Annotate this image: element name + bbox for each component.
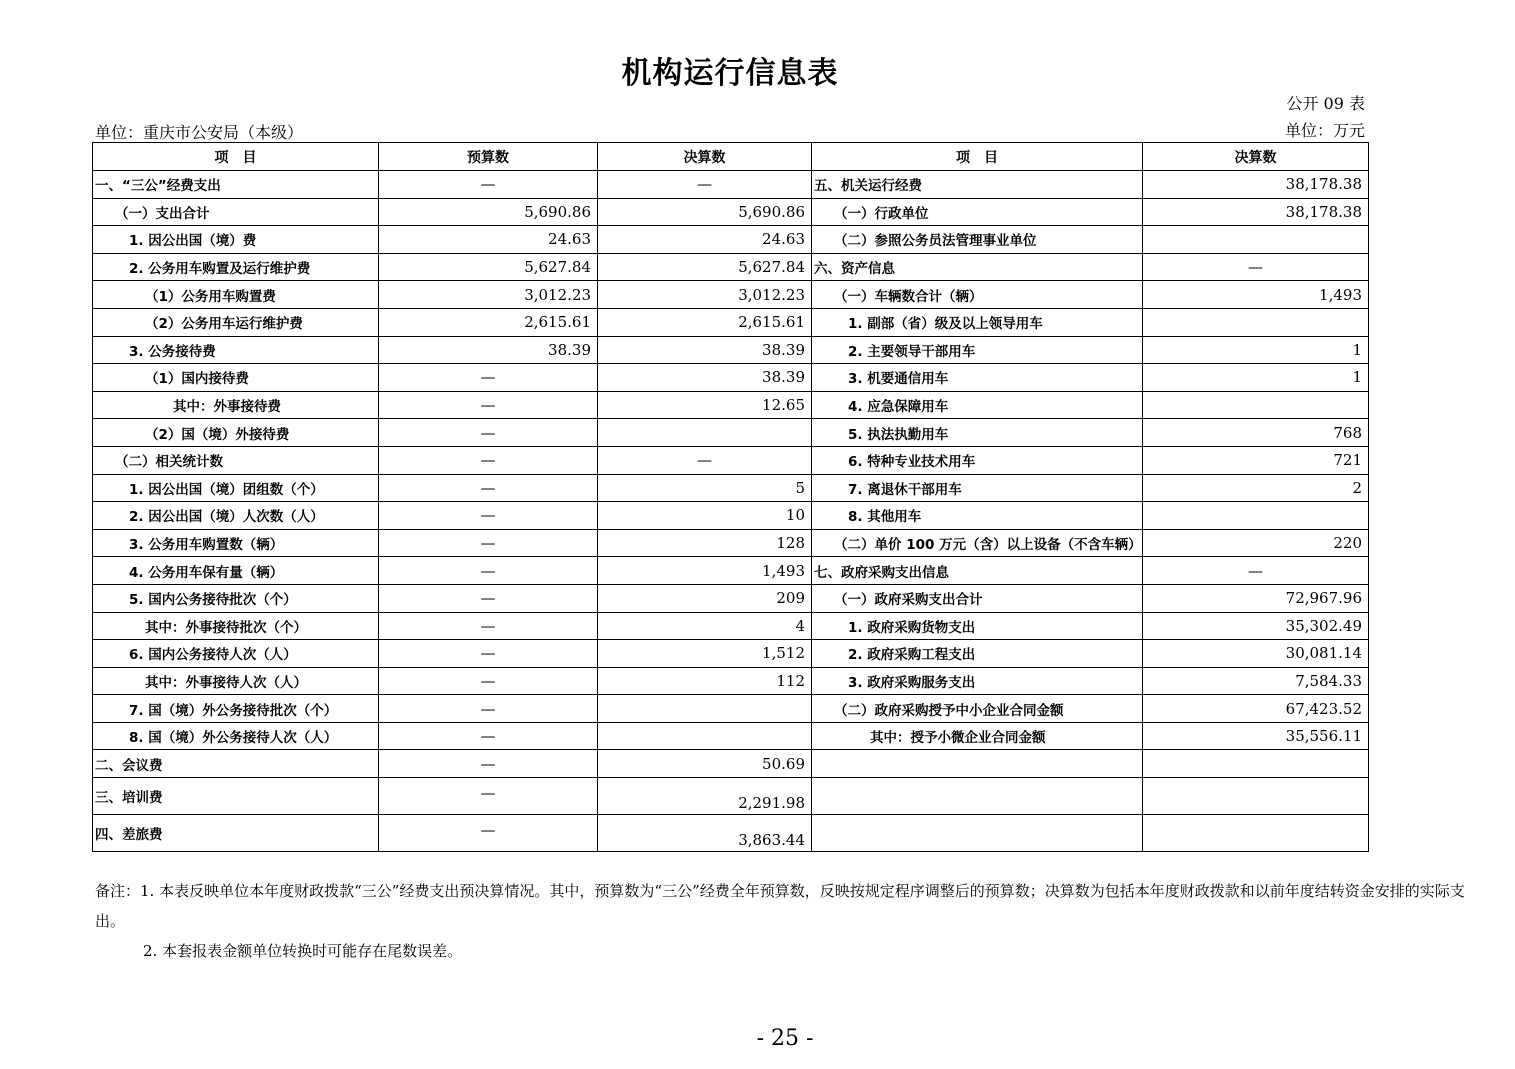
page-number: - 25 - bbox=[756, 1026, 814, 1051]
row-final bbox=[598, 419, 812, 447]
row-final: 5,627.84 bbox=[598, 253, 812, 281]
row-item: 8. 国（境）外公务接待人次（人） bbox=[93, 722, 379, 750]
row-budget: — bbox=[379, 171, 598, 199]
row-final-right: 30,081.14 bbox=[1143, 640, 1369, 668]
row-final-right bbox=[1143, 308, 1369, 336]
row-budget: 3,012.23 bbox=[379, 281, 598, 309]
row-item: 6. 国内公务接待人次（人） bbox=[93, 640, 379, 668]
row-budget: — bbox=[379, 667, 598, 695]
row-item: 1. 因公出国（境）团组数（个） bbox=[93, 474, 379, 502]
row-item: 1. 因公出国（境）费 bbox=[93, 226, 379, 254]
row-budget: — bbox=[379, 419, 598, 447]
row-item-right: 3. 机要通信用车 bbox=[812, 364, 1143, 392]
row-item: （二）相关统计数 bbox=[93, 446, 379, 474]
table-row bbox=[93, 336, 1369, 364]
row-budget: — bbox=[379, 584, 598, 612]
row-item-right bbox=[812, 778, 1143, 815]
row-final-right: 721 bbox=[1143, 446, 1369, 474]
row-final: 209 bbox=[598, 584, 812, 612]
table-row bbox=[93, 364, 1369, 392]
header-budget: 预算数 bbox=[379, 143, 598, 171]
row-item-right: 1. 政府采购货物支出 bbox=[812, 612, 1143, 640]
row-item: 3. 公务接待费 bbox=[93, 336, 379, 364]
row-final-right bbox=[1143, 502, 1369, 530]
table-row bbox=[93, 640, 1369, 668]
row-final: 2,615.61 bbox=[598, 308, 812, 336]
row-budget: 5,690.86 bbox=[379, 198, 598, 226]
header-final-right: 决算数 bbox=[1143, 143, 1369, 171]
note-1: 备注：1. 本表反映单位本年度财政拨款“三公”经费支出预决算情况。其中，预算数为“三公”经费全年预算数，反映按规定程序调整后的预算数；决算数为包括本年度财政拨款和以前年度结转资金安排的实际支出。 bbox=[95, 882, 1465, 930]
row-final-right: 38,178.38 bbox=[1143, 198, 1369, 226]
table-row bbox=[93, 171, 1369, 199]
row-final: 1,493 bbox=[598, 557, 812, 585]
row-item-right bbox=[812, 815, 1143, 852]
row-item-right: 2. 主要领导干部用车 bbox=[812, 336, 1143, 364]
table-row bbox=[93, 281, 1369, 309]
row-final: 1,512 bbox=[598, 640, 812, 668]
currency-unit: 单位：万元 bbox=[1284, 121, 1365, 140]
row-final-right: 2 bbox=[1143, 474, 1369, 502]
row-item-right bbox=[812, 750, 1143, 778]
row-budget: — bbox=[379, 474, 598, 502]
table-row bbox=[93, 612, 1369, 640]
row-budget: 5,627.84 bbox=[379, 253, 598, 281]
row-final-right: — bbox=[1143, 557, 1369, 585]
row-final-right bbox=[1143, 815, 1369, 852]
note-2: 2. 本套报表金额单位转换时可能存在尾数误差。 bbox=[143, 942, 463, 960]
row-budget: 2,615.61 bbox=[379, 308, 598, 336]
table-row bbox=[93, 695, 1369, 723]
row-item-right: 6. 特种专业技术用车 bbox=[812, 446, 1143, 474]
row-final-right: 35,556.11 bbox=[1143, 722, 1369, 750]
row-item: （1）国内接待费 bbox=[93, 364, 379, 392]
row-item-right: 8. 其他用车 bbox=[812, 502, 1143, 530]
table-row bbox=[93, 584, 1369, 612]
row-final: — bbox=[598, 171, 812, 199]
row-budget: — bbox=[379, 612, 598, 640]
header-final: 决算数 bbox=[598, 143, 812, 171]
row-final: 4 bbox=[598, 612, 812, 640]
row-final: 38.39 bbox=[598, 336, 812, 364]
row-final-right: 38,178.38 bbox=[1143, 171, 1369, 199]
row-budget: — bbox=[379, 391, 598, 419]
notes bbox=[95, 876, 1485, 966]
row-final: 3,012.23 bbox=[598, 281, 812, 309]
table-row bbox=[93, 446, 1369, 474]
row-budget: — bbox=[379, 778, 598, 815]
table-row bbox=[93, 198, 1369, 226]
row-final-right bbox=[1143, 391, 1369, 419]
row-final: 2,291.98 bbox=[598, 778, 812, 815]
row-budget: — bbox=[379, 557, 598, 585]
row-item: 二、会议费 bbox=[93, 750, 379, 778]
row-item-right: （一）车辆数合计（辆） bbox=[812, 281, 1143, 309]
table-row bbox=[93, 667, 1369, 695]
row-item-right: 2. 政府采购工程支出 bbox=[812, 640, 1143, 668]
row-final-right: 67,423.52 bbox=[1143, 695, 1369, 723]
row-final: 50.69 bbox=[598, 750, 812, 778]
row-final-right: 72,967.96 bbox=[1143, 584, 1369, 612]
table-row bbox=[93, 226, 1369, 254]
reporting-unit: 单位：重庆市公安局（本级） bbox=[95, 123, 304, 142]
table-row bbox=[93, 308, 1369, 336]
row-budget: — bbox=[379, 529, 598, 557]
row-final-right: — bbox=[1143, 253, 1369, 281]
row-budget: — bbox=[379, 722, 598, 750]
table-row bbox=[93, 529, 1369, 557]
row-item-right: 六、资产信息 bbox=[812, 253, 1143, 281]
row-budget: — bbox=[379, 815, 598, 852]
row-final: 128 bbox=[598, 529, 812, 557]
row-budget: — bbox=[379, 640, 598, 668]
table-header-row bbox=[93, 143, 1369, 171]
row-final-right: 7,584.33 bbox=[1143, 667, 1369, 695]
row-final-right: 1,493 bbox=[1143, 281, 1369, 309]
row-item-right: 其中：授予小微企业合同金额 bbox=[812, 722, 1143, 750]
row-item-right: 3. 政府采购服务支出 bbox=[812, 667, 1143, 695]
row-final: 5 bbox=[598, 474, 812, 502]
row-item: （1）公务用车购置费 bbox=[93, 281, 379, 309]
row-final: 12.65 bbox=[598, 391, 812, 419]
row-final: 24.63 bbox=[598, 226, 812, 254]
row-final: 5,690.86 bbox=[598, 198, 812, 226]
row-item: 2. 公务用车购置及运行维护费 bbox=[93, 253, 379, 281]
row-budget: — bbox=[379, 446, 598, 474]
row-item-right: （二）政府采购授予中小企业合同金额 bbox=[812, 695, 1143, 723]
row-final: 10 bbox=[598, 502, 812, 530]
row-final-right bbox=[1143, 226, 1369, 254]
row-item: 一、“三公”经费支出 bbox=[93, 171, 379, 199]
row-item: 7. 国（境）外公务接待批次（个） bbox=[93, 695, 379, 723]
table-row bbox=[93, 750, 1369, 778]
row-item-right: 1. 副部（省）级及以上领导用车 bbox=[812, 308, 1143, 336]
row-final: 112 bbox=[598, 667, 812, 695]
header-item-right: 项 目 bbox=[812, 143, 1143, 171]
row-budget: 38.39 bbox=[379, 336, 598, 364]
row-budget: 24.63 bbox=[379, 226, 598, 254]
table-row bbox=[93, 502, 1369, 530]
row-final-right: 768 bbox=[1143, 419, 1369, 447]
row-final-right: 220 bbox=[1143, 529, 1369, 557]
row-item-right: 5. 执法执勤用车 bbox=[812, 419, 1143, 447]
row-item: 5. 国内公务接待批次（个） bbox=[93, 584, 379, 612]
row-item: 4. 公务用车保有量（辆） bbox=[93, 557, 379, 585]
row-item: （一）支出合计 bbox=[93, 198, 379, 226]
row-item-right: 7. 离退休干部用车 bbox=[812, 474, 1143, 502]
row-budget: — bbox=[379, 364, 598, 392]
row-item: 三、培训费 bbox=[93, 778, 379, 815]
table-row bbox=[93, 391, 1369, 419]
row-item-right: 五、机关运行经费 bbox=[812, 171, 1143, 199]
row-item: （2）公务用车运行维护费 bbox=[93, 308, 379, 336]
row-budget: — bbox=[379, 695, 598, 723]
row-item-right: （二）参照公务员法管理事业单位 bbox=[812, 226, 1143, 254]
table-row bbox=[93, 778, 1369, 815]
row-item-right: 4. 应急保障用车 bbox=[812, 391, 1143, 419]
row-item: （2）国（境）外接待费 bbox=[93, 419, 379, 447]
row-final bbox=[598, 722, 812, 750]
row-final-right: 1 bbox=[1143, 336, 1369, 364]
row-budget: — bbox=[379, 502, 598, 530]
row-item-right: 七、政府采购支出信息 bbox=[812, 557, 1143, 585]
row-item: 2. 因公出国（境）人次数（人） bbox=[93, 502, 379, 530]
row-item: 四、差旅费 bbox=[93, 815, 379, 852]
row-budget: — bbox=[379, 750, 598, 778]
table-row bbox=[93, 253, 1369, 281]
operations-info-table bbox=[92, 142, 1369, 852]
row-final-right: 35,302.49 bbox=[1143, 612, 1369, 640]
table-row bbox=[93, 419, 1369, 447]
table-row bbox=[93, 815, 1369, 852]
row-item: 其中：外事接待批次（个） bbox=[93, 612, 379, 640]
row-item: 其中：外事接待费 bbox=[93, 391, 379, 419]
row-final: — bbox=[598, 446, 812, 474]
row-final: 38.39 bbox=[598, 364, 812, 392]
row-final bbox=[598, 695, 812, 723]
row-item-right: （一）政府采购支出合计 bbox=[812, 584, 1143, 612]
row-final-right bbox=[1143, 750, 1369, 778]
row-final: 3,863.44 bbox=[598, 815, 812, 852]
row-item: 其中：外事接待人次（人） bbox=[93, 667, 379, 695]
table-row bbox=[93, 557, 1369, 585]
page-title: 机构运行信息表 bbox=[621, 56, 839, 91]
row-final-right bbox=[1143, 778, 1369, 815]
table-row bbox=[93, 474, 1369, 502]
row-item: 3. 公务用车购置数（辆） bbox=[93, 529, 379, 557]
table-row bbox=[93, 722, 1369, 750]
header-item: 项 目 bbox=[93, 143, 379, 171]
form-number: 公开 09 表 bbox=[1286, 94, 1365, 113]
row-item-right: （一）行政单位 bbox=[812, 198, 1143, 226]
row-final-right: 1 bbox=[1143, 364, 1369, 392]
row-item-right: （二）单价 100 万元（含）以上设备（不含车辆） bbox=[812, 529, 1143, 557]
